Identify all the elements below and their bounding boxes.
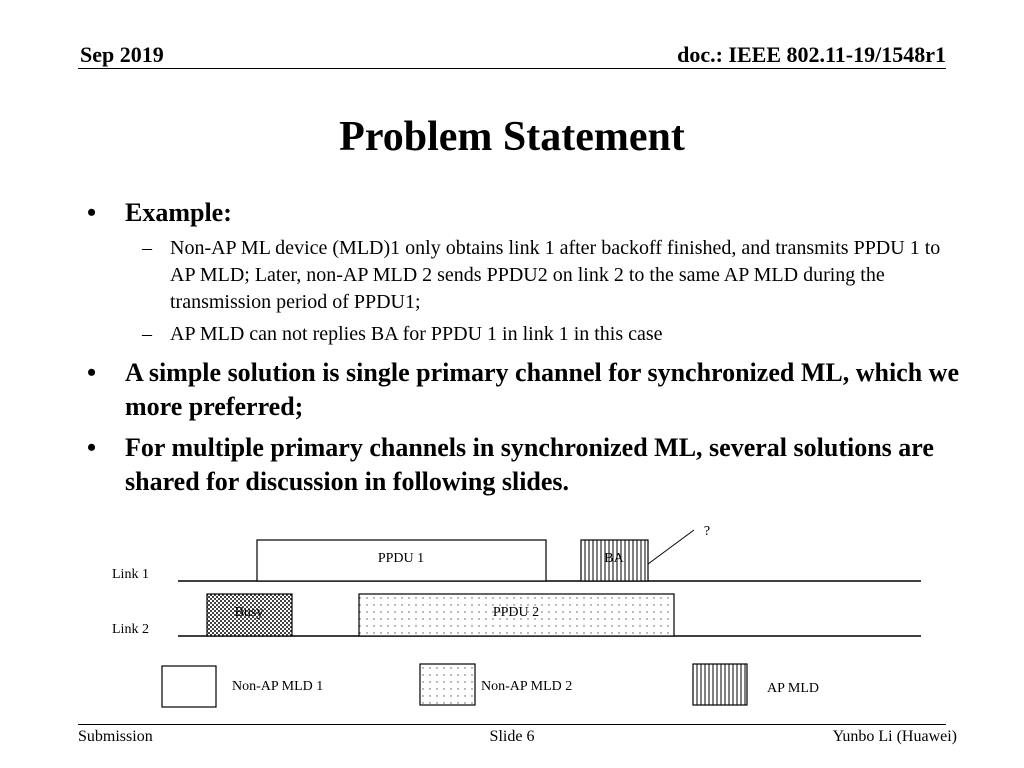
link2-label: Link 2 — [112, 622, 149, 637]
bullet-dot-icon: • — [87, 358, 97, 387]
dash-icon: – — [142, 237, 152, 259]
legend-ap-swatch — [693, 664, 747, 705]
question-callout-line — [648, 530, 694, 564]
bullet-dot-icon: • — [87, 433, 97, 462]
legend-mld1-swatch — [162, 666, 216, 707]
link1-label: Link 1 — [112, 567, 149, 582]
footer-slide-number: Slide 6 — [489, 728, 535, 745]
dash-icon: – — [142, 323, 152, 345]
sub-bullet-2-text: AP MLD can not replies BA for PPDU 1 in link 1 in this case — [170, 323, 663, 345]
bullet-simple-solution-text: A simple solution is single primary channel for synchronized ML, which we more preferred; — [125, 358, 959, 421]
footer-rule — [78, 724, 946, 725]
legend-mld2-swatch — [420, 664, 475, 705]
ppdu1-label: PPDU 1 — [377, 551, 425, 566]
busy-label: Busy — [234, 605, 264, 620]
ppdu2-label: PPDU 2 — [492, 605, 540, 620]
legend-mld2-label: Non-AP MLD 2 — [481, 679, 573, 694]
legend-mld1-label: Non-AP MLD 1 — [232, 679, 324, 694]
bullet-dot-icon: • — [87, 198, 97, 227]
bullet-multiple-primary-text: For multiple primary channels in synchronized ML, several solutions are shared for discussion in following slides. — [125, 433, 934, 496]
sub-bullet-1-text: Non-AP ML device (MLD)1 only obtains link 1 after backoff finished, and transmits PPDU 1 to AP MLD; Later, non-AP MLD 2 sends PPDU2 on link 2 to the same AP MLD during the transmission period of PPDU1; — [170, 237, 941, 313]
header-date: Sep 2019 — [80, 42, 164, 67]
footer-submission: Submission — [78, 728, 153, 745]
legend-ap-label: AP MLD — [767, 681, 819, 696]
header-doc-id: doc.: IEEE 802.11-19/1548r1 — [677, 42, 946, 67]
question-label: ? — [703, 524, 711, 539]
bullet-example-text: Example: — [125, 198, 232, 227]
slide-title: Problem Statement — [339, 114, 685, 160]
footer-author: Yunbo Li (Huawei) — [832, 728, 957, 745]
ba-label: BA — [604, 551, 624, 566]
